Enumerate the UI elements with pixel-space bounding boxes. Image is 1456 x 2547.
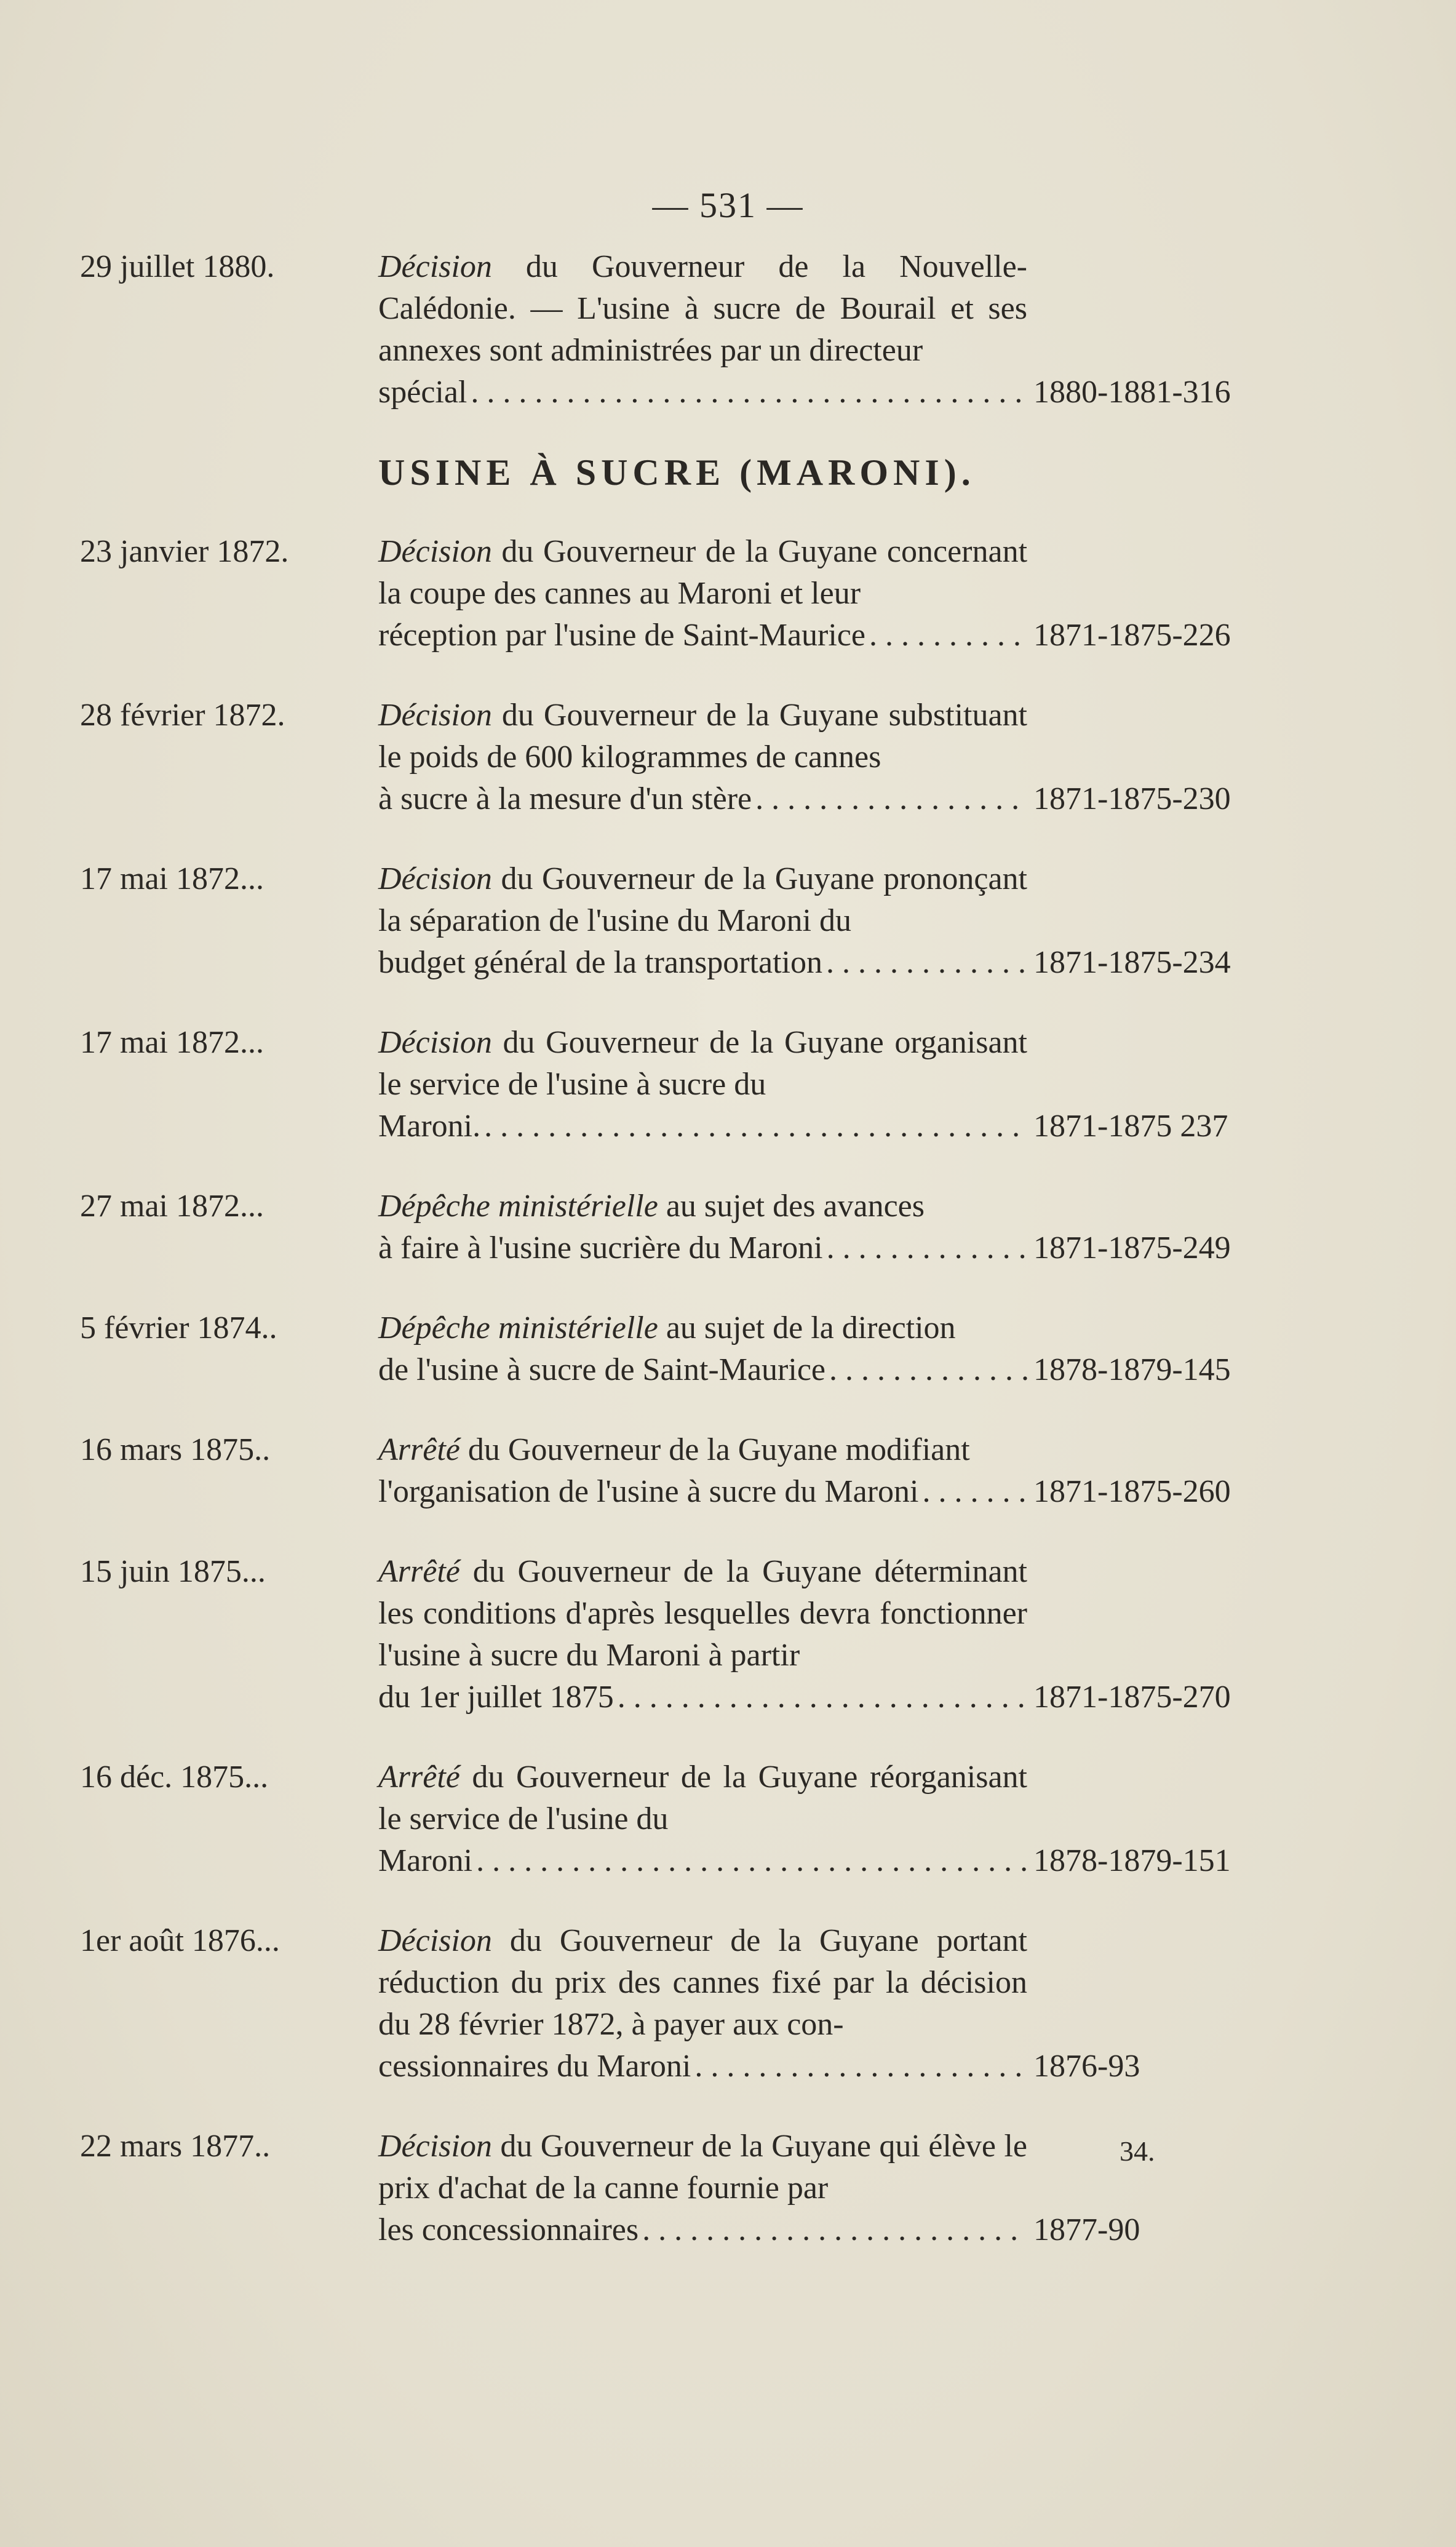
index-entry	[80, 1186, 1273, 1269]
entry-reference: 1876-93	[1033, 2049, 1140, 2084]
entry-date: 23 janvier 1872.	[80, 534, 289, 569]
entry-body	[378, 1022, 1027, 1147]
index-entry	[80, 1920, 1273, 2087]
leader-dots	[618, 1676, 1027, 1718]
entry-reference: 1871-1875-270	[1033, 1680, 1231, 1715]
leader-dots	[642, 2209, 1027, 2251]
section-heading: USINE À SUCRE (MARONI).	[378, 452, 976, 493]
entry-body	[378, 1920, 1027, 2087]
index-entry	[80, 695, 1273, 820]
index-entry	[80, 1429, 1273, 1513]
entry-last-line: Maroni	[378, 1843, 473, 1878]
entry-reference: 1871-1875-260	[1033, 1474, 1231, 1509]
leader-dots	[484, 1106, 1027, 1147]
entry-lead: Dépêche ministérielle	[378, 1189, 658, 1224]
entry-lead: Arrêté	[378, 1554, 460, 1589]
entry-body	[378, 1307, 1027, 1391]
entry-text: du Gouverneur de la Nouvelle-Calédonie. — L'usine à sucre de Bourail et ses annexes sont administrées par un directeur	[378, 249, 1027, 368]
entry-lead: Décision	[378, 698, 492, 733]
entry-last-line: à sucre à la mesure d'un stère	[378, 781, 752, 816]
entry-last-line: de l'usine à sucre de Saint-Maurice	[378, 1352, 825, 1387]
entry-last-line: Maroni.	[378, 1109, 481, 1144]
entry-lead: Dépêche ministérielle	[378, 1310, 658, 1345]
entry-reference: 1880-1881-316	[1033, 375, 1231, 410]
entry-lead: Décision	[378, 1025, 492, 1060]
leader-dots	[471, 372, 1027, 413]
leader-dots	[694, 2046, 1027, 2087]
entry-reference: 1871-1875-226	[1033, 618, 1231, 653]
leader-dots	[829, 1349, 1027, 1391]
entry-text: du Gouverneur de la Guyane qui élève le prix d'achat de la canne fournie par	[378, 2129, 1028, 2206]
entry-body	[378, 1186, 1027, 1269]
index-entry	[80, 1022, 1273, 1147]
entry-reference: 1877-90	[1033, 2212, 1140, 2247]
entry-text: du Gouverneur de la Guyane substituant le poids de 600 kilogrammes de cannes	[378, 698, 1027, 775]
entry-date: 22 mars 1877..	[80, 2129, 271, 2164]
entry-last-line: à faire à l'usine sucrière du Maroni	[378, 1230, 823, 1266]
entry-lead: Décision	[378, 1923, 492, 1958]
entry-date: 27 mai 1872...	[80, 1189, 264, 1224]
leader-dots	[826, 942, 1027, 984]
index-entry	[80, 858, 1273, 984]
leader-dots	[827, 1227, 1027, 1269]
entries-list	[80, 531, 1273, 2251]
entry-date: 17 mai 1872...	[80, 861, 264, 896]
entry-lead: Arrêté	[378, 1432, 460, 1467]
index-entry	[80, 531, 1273, 656]
entry-body	[378, 1429, 1027, 1513]
leader-dots	[869, 615, 1027, 656]
entry-date: 17 mai 1872...	[80, 1025, 264, 1060]
page-number: — 531 —	[652, 185, 804, 225]
entry-last-line: l'organisation de l'usine à sucre du Maroni	[378, 1474, 919, 1509]
entry-lead: Décision	[378, 534, 492, 569]
entry-reference: 1871-1875-230	[1033, 781, 1231, 816]
entry-lead: Arrêté	[378, 1760, 460, 1795]
entry-text: du Gouverneur de la Guyane déterminant les conditions d'après lesquelles devra fonctionner l'usine à sucre du Maroni à partir	[378, 1554, 1027, 1673]
entry-body	[378, 531, 1027, 656]
index-entry	[80, 2126, 1273, 2251]
entry-body	[378, 858, 1027, 984]
entry-body	[378, 2126, 1027, 2251]
entry-last-line: budget général de la transportation	[378, 945, 822, 980]
entry-text: du Gouverneur de la Guyane modifiant	[467, 1432, 970, 1467]
leader-dots	[476, 1840, 1027, 1882]
entry-date: 1er août 1876...	[80, 1923, 280, 1958]
entry-lead: Décision	[378, 861, 492, 896]
entry-date: 29 juillet 1880.	[80, 249, 275, 284]
entry-lead: Décision	[378, 249, 492, 284]
entry-reference: 1878-1879-145	[1033, 1352, 1231, 1387]
entry-text: du Gouverneur de la Guyane portant réduction du prix des cannes fixé par la décision du 28 février 1872, à payer aux con-	[378, 1923, 1027, 2042]
entry-text: au sujet des avances	[666, 1189, 925, 1224]
entry-date: 16 déc. 1875...	[80, 1760, 269, 1795]
index-entry	[80, 1307, 1273, 1391]
index-content	[80, 246, 1273, 2289]
entry-text: du Gouverneur de la Guyane prononçant la séparation de l'usine du Maroni du	[378, 861, 1027, 938]
entry-reference: 1871-1875-234	[1033, 945, 1231, 980]
entry-last-line: réception par l'usine de Saint-Maurice	[378, 618, 865, 653]
entry-body	[378, 1756, 1027, 1882]
entry-date: 15 juin 1875...	[80, 1554, 266, 1589]
entry-body	[378, 1551, 1027, 1718]
entry-text: du Gouverneur de la Guyane concernant la coupe des cannes au Maroni et leur	[378, 534, 1028, 611]
index-entry	[80, 246, 1273, 413]
signature-mark: 34.	[1120, 2135, 1155, 2167]
entry-text: au sujet de la direction	[666, 1310, 956, 1345]
entry-date: 16 mars 1875..	[80, 1432, 271, 1467]
entry-text: du Gouverneur de la Guyane réorganisant le service de l'usine du	[378, 1760, 1028, 1836]
entry-text: du Gouverneur de la Guyane organisant le service de l'usine à sucre du	[378, 1025, 1027, 1102]
entry-last-line: spécial	[378, 375, 467, 410]
entry-last-line: du 1er juillet 1875	[378, 1680, 614, 1715]
entry-lead: Décision	[378, 2129, 492, 2164]
entry-date: 5 février 1874..	[80, 1310, 277, 1345]
entry-body	[378, 695, 1027, 820]
entry-last-line: cessionnaires du Maroni	[378, 2049, 691, 2084]
entry-reference: 1871-1875-249	[1033, 1230, 1231, 1266]
entry-last-line: les concessionnaires	[378, 2212, 639, 2247]
index-entry	[80, 1551, 1273, 1718]
leader-dots	[922, 1471, 1027, 1513]
leader-dots	[755, 778, 1027, 820]
entry-date: 28 février 1872.	[80, 698, 285, 733]
entry-body	[378, 246, 1027, 413]
entry-reference: 1878-1879-151	[1033, 1843, 1231, 1878]
index-entry	[80, 1756, 1273, 1882]
entry-reference: 1871-1875 237	[1033, 1109, 1228, 1144]
